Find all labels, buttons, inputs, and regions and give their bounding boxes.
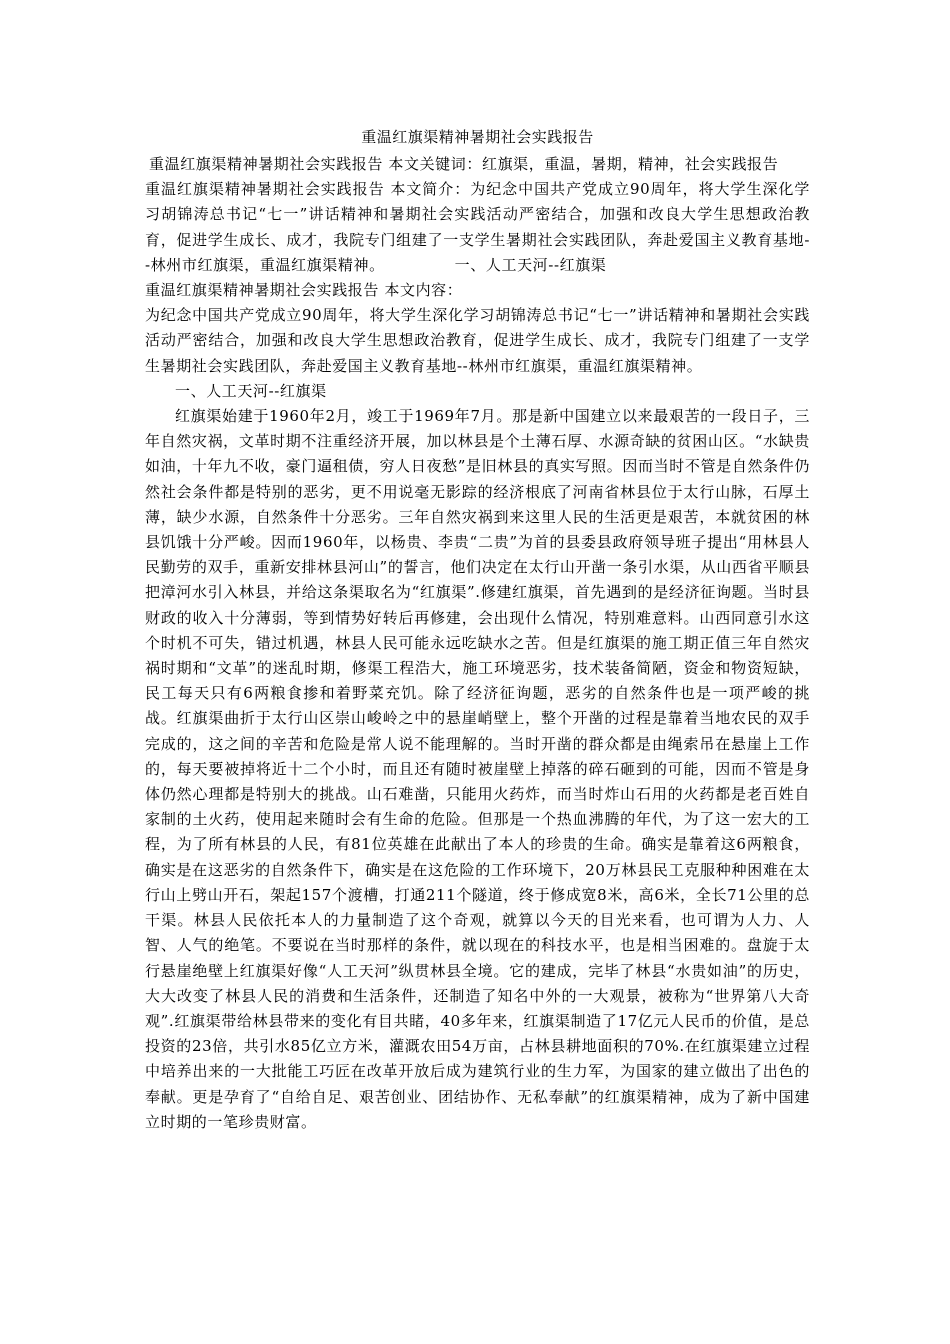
summary-text: 重温红旗渠精神暑期社会实践报告 本文简介：为纪念中国共产党成立90周年，将大学生深化学习胡锦涛总书记“七一”讲话精神和暑期社会实践活动严密结合，加强和改良大学生思想政治教育，促进学生成长、成才，我院专门组建了一支学生暑期社会实践团队，奔赴爱国主义教育基地--林州市红旗渠，重温红旗渠精神。 <box>145 180 810 274</box>
section-heading: 一、人工天河--红旗渠 <box>175 381 327 400</box>
summary-heading: 一、人工天河--红旗渠 <box>454 255 607 274</box>
document-page <box>145 124 810 1135</box>
keywords-paragraph: 重温红旗渠精神暑期社会实践报告 本文关键词：红旗渠，重温，暑期，精神，社会实践报告 <box>149 155 779 173</box>
intro-paragraph: 为纪念中国共产党成立90周年，将大学生深化学习胡锦涛总书记“七一”讲话精神和暑期社会实践活动严密结合，加强和改良大学生思想政治教育，促进学生成长、成才，我院专门组建了一支学生暑期社会实践团队，奔赴爱国主义教育基地--林州市红旗渠，重温红旗渠精神。 <box>145 306 810 375</box>
content-label: 重温红旗渠精神暑期社会实践报告 本文内容： <box>145 281 463 300</box>
body-paragraph: 红旗渠始建于1960年2月，竣工于1969年7月。那是新中国建立以来最艰苦的一段日子，三年自然灾祸，文革时期不注重经济开展，加以林县是个土薄石厚、水源奇缺的贫困山区。“水缺贵如油，十年九不收，豪门逼租债，穷人日夜愁”是旧林县的真实写照。因而当时不管是自然条件仍然社会条件都是特别的恶劣，更不用说毫无影踪的经济根底了河南省林县位于太行山脉，石厚土薄，缺少水源，自然条件十分恶劣。三年自然灾祸到来这里人民的生活更是艰苦，本就贫困的林县饥饿十分严峻。因而1960年，以杨贵、李贵“二贵”为首的县委县政府领导班子提出“用林县人民勤劳的双手，重新安排林县河山”的誓言，他们决定在太行山开凿一条引水渠，从山西省平顺县把漳河水引入林县，并给这条渠取名为“红旗渠”.修建红旗渠，首先遇到的是经济征询题。当时县财政的收入十分薄弱，等到情势好转后再修建，会出现什么情况，特别难意料。山西同意引水这个时机不可失，错过机遇，林县人民可能永远吃缺水之苦。但是红旗渠的施工期正值三年自然灾祸时期和“文革”的迷乱时期，修渠工程浩大，施工环境恶劣，技术装备简陋，资金和物资短缺，民工每天只有6两粮食掺和着野菜充饥。除了经济征询题，恶劣的自然条件也是一项严峻的挑战。红旗渠曲折于太行山区崇山峻岭之中的悬崖峭壁上，整个开凿的过程是靠着当地农民的双手完成的，这之间的辛苦和危险是常人说不能理解的。当时开凿的群众都是由绳索吊在悬崖上工作的，每天要被掉将近十二个小时，而且还有随时被崖壁上掉落的碎石砸到的可能，因而不管是身体仍然心理都是特别大的挑战。山石难凿，只能用火药炸，而当时炸山石用的火药都是老百姓自家制的土火药，使用起来随时会有生命的危险。但那是一个热血沸腾的年代，为了这一宏大的工程，为了所有林县的人民，有81位英雄在此献出了本人的珍贵的生命。确实是靠着这6两粮食，确实是在这恶劣的自然条件下，确实是在这危险的工作环境下，20万林县民工克服种种困难在太行山上劈山开石，架起157个渡槽，打通211个隧道，终于修成宽8米，高6米，全长71公里的总干渠。林县人民依托本人的力量制造了这个奇观，就算以今天的目光来看，也可谓为人力、人智、人气的绝笔。不要说在当时那样的条件，就以现在的科技水平，也是相当困难的。盘旋于太行悬崖绝壁上红旗渠好像“人工天河”纵贯林县全境。它的建成，完毕了林县“水贵如油”的历史，大大改变了林县人民的消费和生活条件，还制造了知名中外的一大观景，被称为“世界第八大奇观”.红旗渠带给林县带来的变化有目共睹，40多年来，红旗渠制造了17亿元人民币的价值，是总投资的23倍，共引水85亿立方米，灌溉农田54万亩，占林县耕地面积的70%.在红旗渠建立过程中培养出来的一大批能工巧匠在改革开放后成为建筑行业的生力军，为国家的建立做出了出色的奉献。更是孕育了“自给自足、艰苦创业、团结协作、无私奉献”的红旗渠精神，成为了新中国建立时期的一笔珍贵财富。 <box>145 407 810 1131</box>
summary-paragraph <box>145 177 810 278</box>
document-title: 重温红旗渠精神暑期社会实践报告 <box>361 128 594 146</box>
